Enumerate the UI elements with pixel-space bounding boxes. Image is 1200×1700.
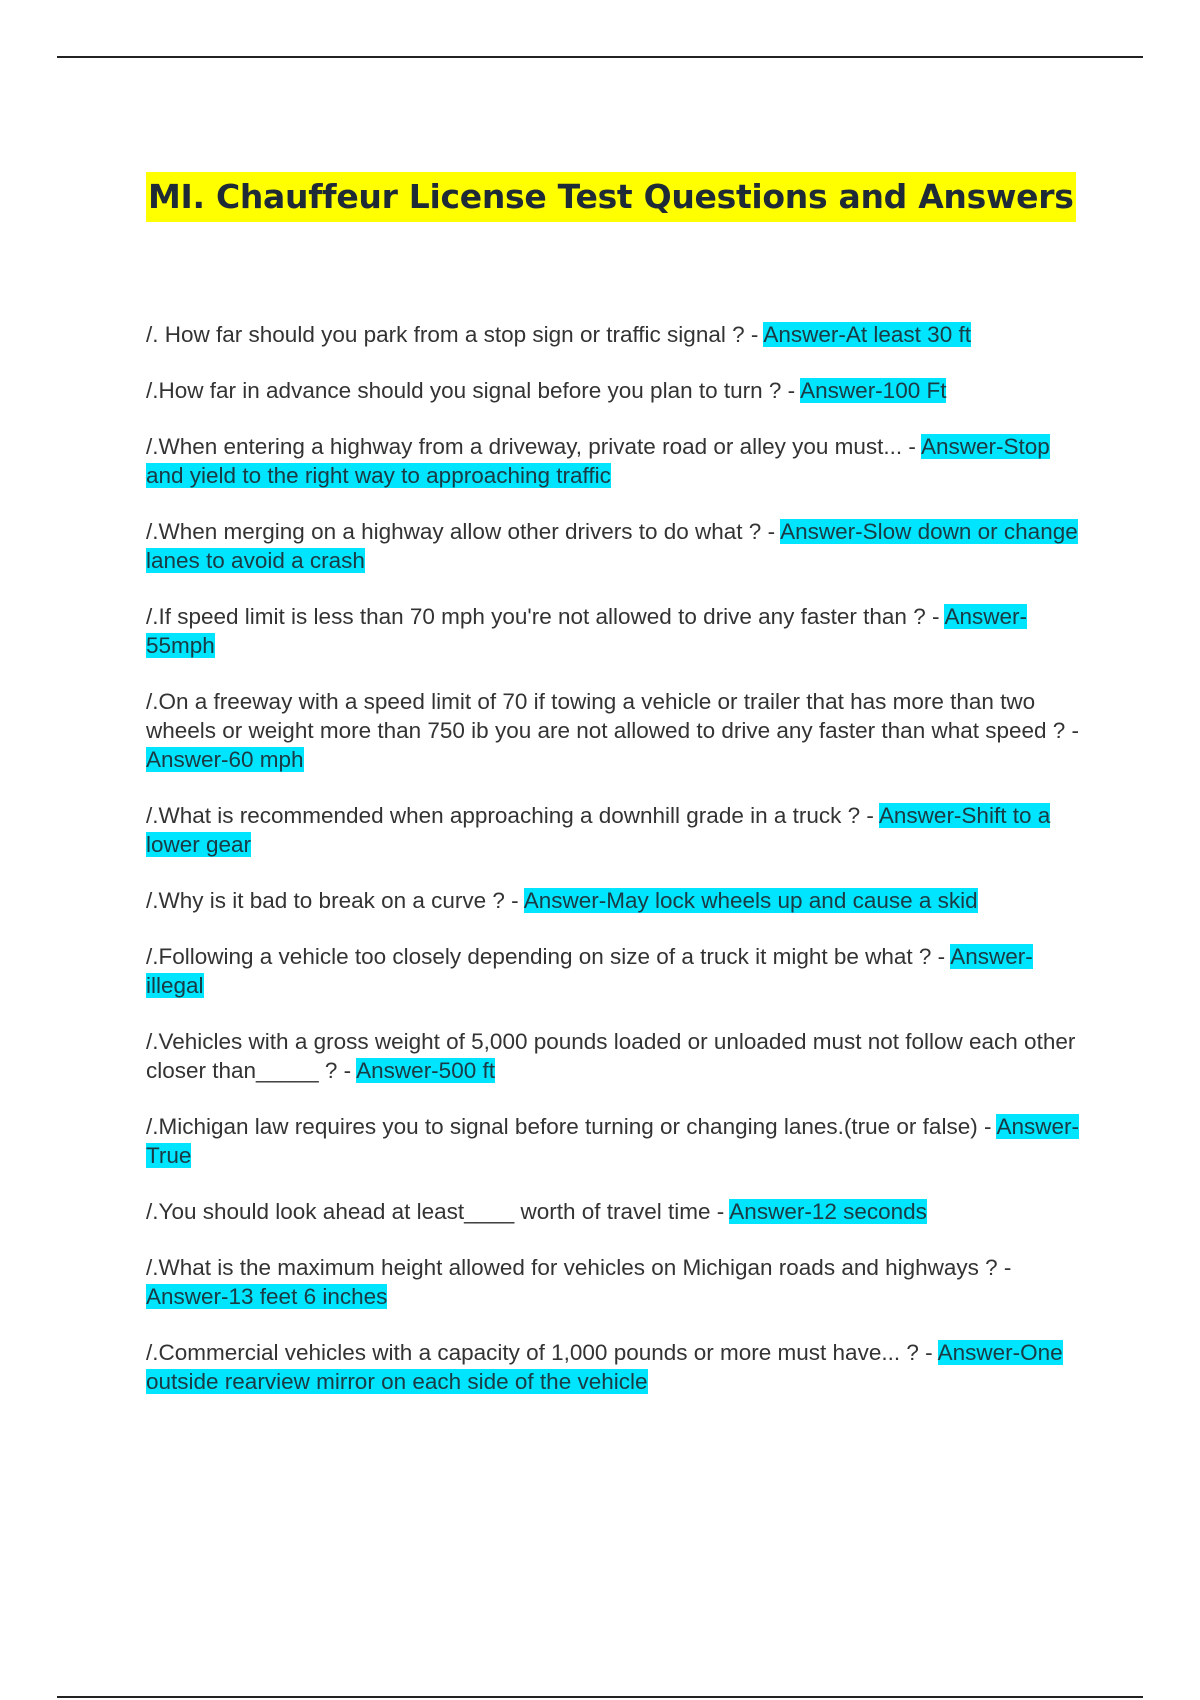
answer-text: Answer-500 ft [356,1058,495,1083]
question-text: /.How far in advance should you signal before you plan to turn ? - [146,378,801,403]
question-text: /.Michigan law requires you to signal before turning or changing lanes.(true or false) - [146,1114,997,1139]
question-text: /.When entering a highway from a driveway, private road or alley you must... - [146,434,921,459]
qa-item [146,942,1086,1000]
bottom-rule [57,1696,1143,1698]
answer-text: Answer-Stop and yield to the right way to approaching traffic [146,434,1050,488]
qa-item [146,1338,1086,1396]
qa-list [146,320,1086,1423]
question-text: /.You should look ahead at least____ worth of travel time - [146,1199,730,1224]
qa-item [146,886,1086,915]
qa-item [146,1027,1086,1085]
question-text: /.If speed limit is less than 70 mph you're not allowed to drive any faster than ? - [146,604,945,629]
answer-text: Answer-Shift to a lower gear [146,803,1051,857]
top-rule [57,56,1143,58]
answer-text: Answer-12 seconds [729,1199,927,1224]
qa-item [146,1197,1086,1226]
qa-item [146,432,1086,490]
qa-item [146,1112,1086,1170]
qa-item [146,687,1086,774]
qa-item [146,517,1086,575]
question-text: /.When merging on a highway allow other drivers to do what ? - [146,519,781,544]
question-text: /.Commercial vehicles with a capacity of 1,000 pounds or more must have... ? - [146,1340,938,1365]
qa-item [146,1253,1086,1311]
answer-text: Answer-13 feet 6 inches [146,1284,388,1309]
title-block [146,172,1076,222]
answer-text: Answer-100 Ft [800,378,947,403]
question-text: /. How far should you park from a stop sign or traffic signal ? - [146,322,764,347]
answer-text: Answer-At least 30 ft [763,322,971,347]
question-text: /.Vehicles with a gross weight of 5,000 pounds loaded or unloaded must not follow each other closer than_____ ? - [146,1029,1076,1083]
question-text: /.Why is it bad to break on a curve ? - [146,888,524,913]
answer-text: Answer-Slow down or change lanes to avoid a crash [146,519,1078,573]
document-title: MI. Chauffeur License Test Questions and Answers [146,172,1076,222]
question-text: /.Following a vehicle too closely depending on size of a truck it might be what ? - [146,944,951,969]
answer-text: Answer-60 mph [146,747,304,772]
qa-item [146,602,1086,660]
answer-text: Answer-55mph [146,604,1027,658]
qa-item [146,320,1086,349]
question-text: /.What is recommended when approaching a downhill grade in a truck ? - [146,803,879,828]
answer-text: Answer-May lock wheels up and cause a skid [523,888,978,913]
answer-text: Answer-One outside rearview mirror on each side of the vehicle [146,1340,1063,1394]
question-text: /.What is the maximum height allowed for vehicles on Michigan roads and highways ? - [146,1255,1012,1280]
question-text: /.On a freeway with a speed limit of 70 if towing a vehicle or trailer that has more than two wheels or weight more than 750 ib you are not allowed to drive any faster than what speed ? - [146,689,1080,743]
qa-item [146,376,1086,405]
answer-text: Answer-True [146,1114,1079,1168]
answer-text: Answer-illegal [146,944,1033,998]
qa-item [146,801,1086,859]
